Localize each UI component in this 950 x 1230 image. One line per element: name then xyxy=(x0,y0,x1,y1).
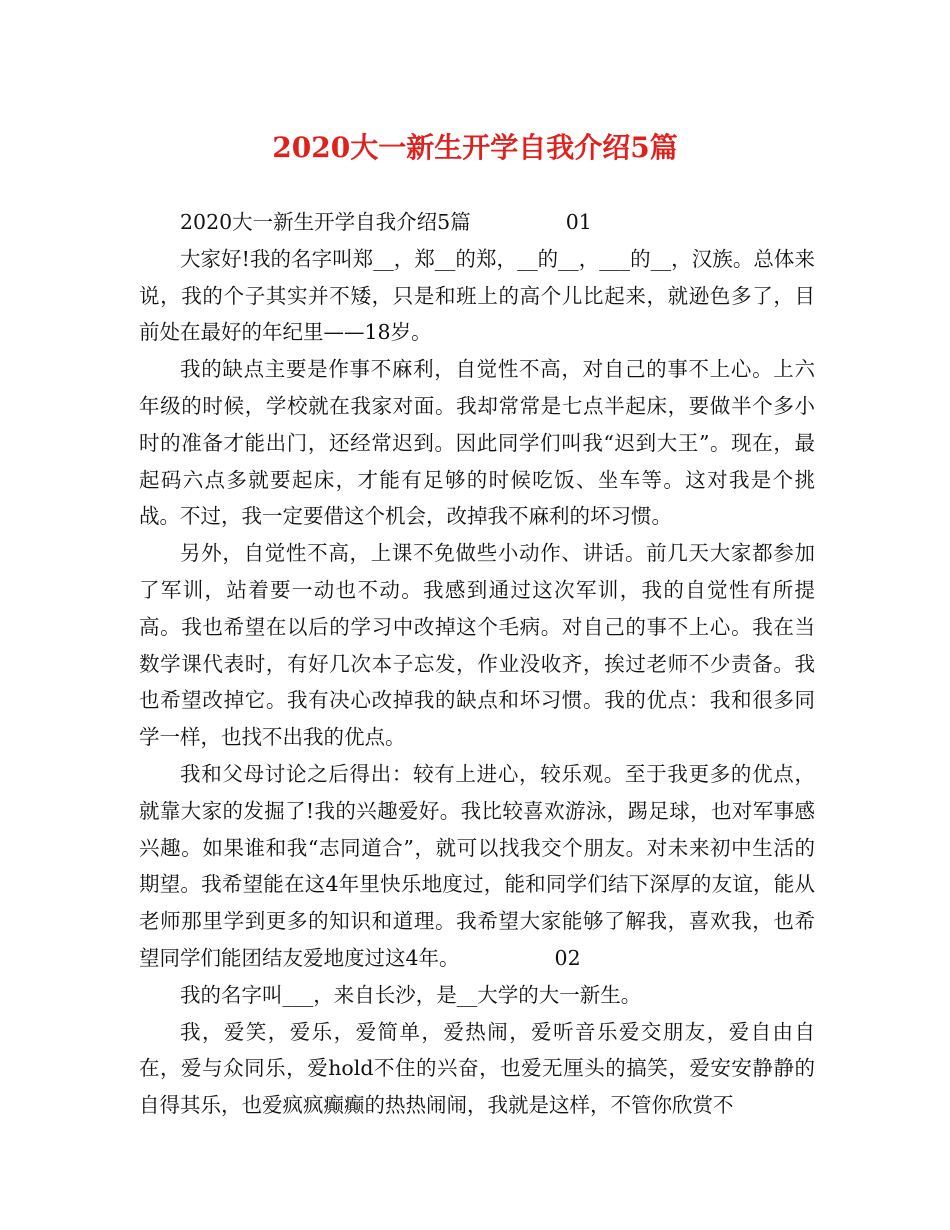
paragraph-text: 大家好!我的名字叫郑__，郑__的郑，__的__，___的__，汉族。总体来说，我的个子其实并不矮，只是和班上的高个儿比起来，就逊色多了，目前处在最好的年纪里——18岁。 xyxy=(139,246,815,345)
paragraph-text: 我的缺点主要是作事不麻利，自觉性不高，对自己的事不上心。上六年级的时候，学校就在我家对面。我却常常是七点半起床，要做半个多小时的准备才能出门，还经常迟到。因此同学们叫我“迟到大王”。现在，最起码六点多就要起床，才能有足够的时候吃饭、坐车等。这对我是个挑战。不过，我一定要借这个机会，改掉我不麻利的坏习惯。 xyxy=(139,357,815,529)
document-title: 2020大一新生开学自我介绍5篇 xyxy=(272,131,678,164)
paragraph-text: 我的名字叫___，来自长沙，是__大学的大一新生。 xyxy=(180,982,642,1007)
paragraph xyxy=(139,204,815,241)
paragraph xyxy=(139,351,815,535)
paragraph xyxy=(139,241,815,351)
paragraph-text: 我，爱笑，爱乐，爱简单，爱热闹，爱听音乐爱交朋友，爱自由自在，爱与众同乐，爱hold不住的兴奋，也爱无厘头的搞笑，爱安安静静的自得其乐，也爱疯疯癫癫的热热闹闹，我就是这样，不管你欣赏不 xyxy=(139,1019,815,1118)
paragraph-text: 另外，自觉性不高，上课不免做些小动作、讲话。前几天大家都参加了军训，站着要一动也不动。我感到通过这次军训，我的自觉性有所提高。我也希望在以后的学习中改掉这个毛病。对自己的事不上心。我在当数学课代表时，有好几次本子忘发，作业没收齐，挨过老师不少责备。我也希望改掉它。我有决心改掉我的缺点和坏习惯。我的优点：我和很多同学一样，也找不出我的优点。 xyxy=(139,541,815,750)
paragraph-text: 我和父母讨论之后得出：较有上进心，较乐观。至于我更多的优点，就靠大家的发掘了!我的兴趣爱好。我比较喜欢游泳，踢足球，也对军事感兴趣。如果谁和我“志同道合”，就可以找我交个朋友。对未来初中生活的期望。我希望能在这4年里快乐地度过，能和同学们结下深厚的友谊，能从老师那里学到更多的知识和道理。我希望大家能够了解我，喜欢我，也希望同学们能团结友爱地度过这4年。 xyxy=(139,761,815,970)
section-number: 02 xyxy=(554,945,581,970)
paragraph xyxy=(139,756,815,977)
paragraph-text: 2020大一新生开学自我介绍5篇 xyxy=(180,210,471,234)
paragraph xyxy=(139,535,815,756)
section-number: 01 xyxy=(565,210,592,234)
paragraph xyxy=(139,977,815,1014)
paragraph xyxy=(139,1014,815,1124)
document-body xyxy=(139,204,815,1124)
